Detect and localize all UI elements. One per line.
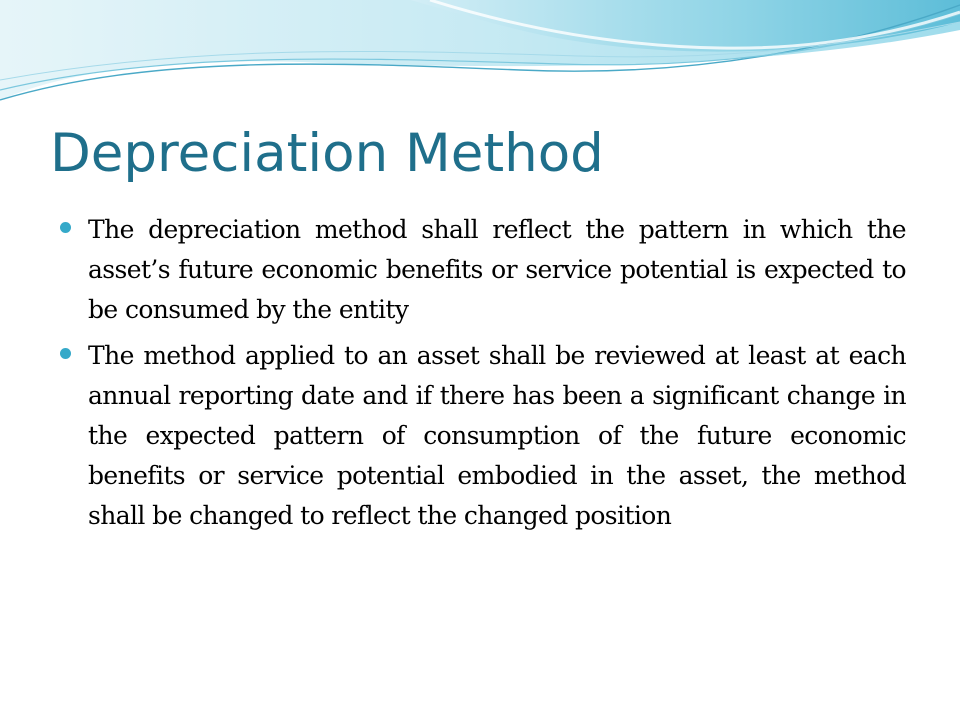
bullet-dot-icon [60,348,71,359]
bullet-item [60,336,906,536]
wave-header-decoration [0,0,960,130]
bullet-dot-icon [60,222,71,233]
bullet-text: The depreciation method shall reflect the pattern in which the asset’s future economic benefits or service potential is expected to be consumed by the entity [88,215,906,324]
bullet-text: The method applied to an asset shall be reviewed at least at each annual reporting date and if there has been a significant change in the expected pattern of consumption of the future economic benefits or service potential embodied in the asset, the method shall be changed to reflect the changed position [88,341,906,530]
slide-title: Depreciation Method [50,123,604,184]
bullet-list [60,210,906,542]
bullet-item [60,210,906,330]
